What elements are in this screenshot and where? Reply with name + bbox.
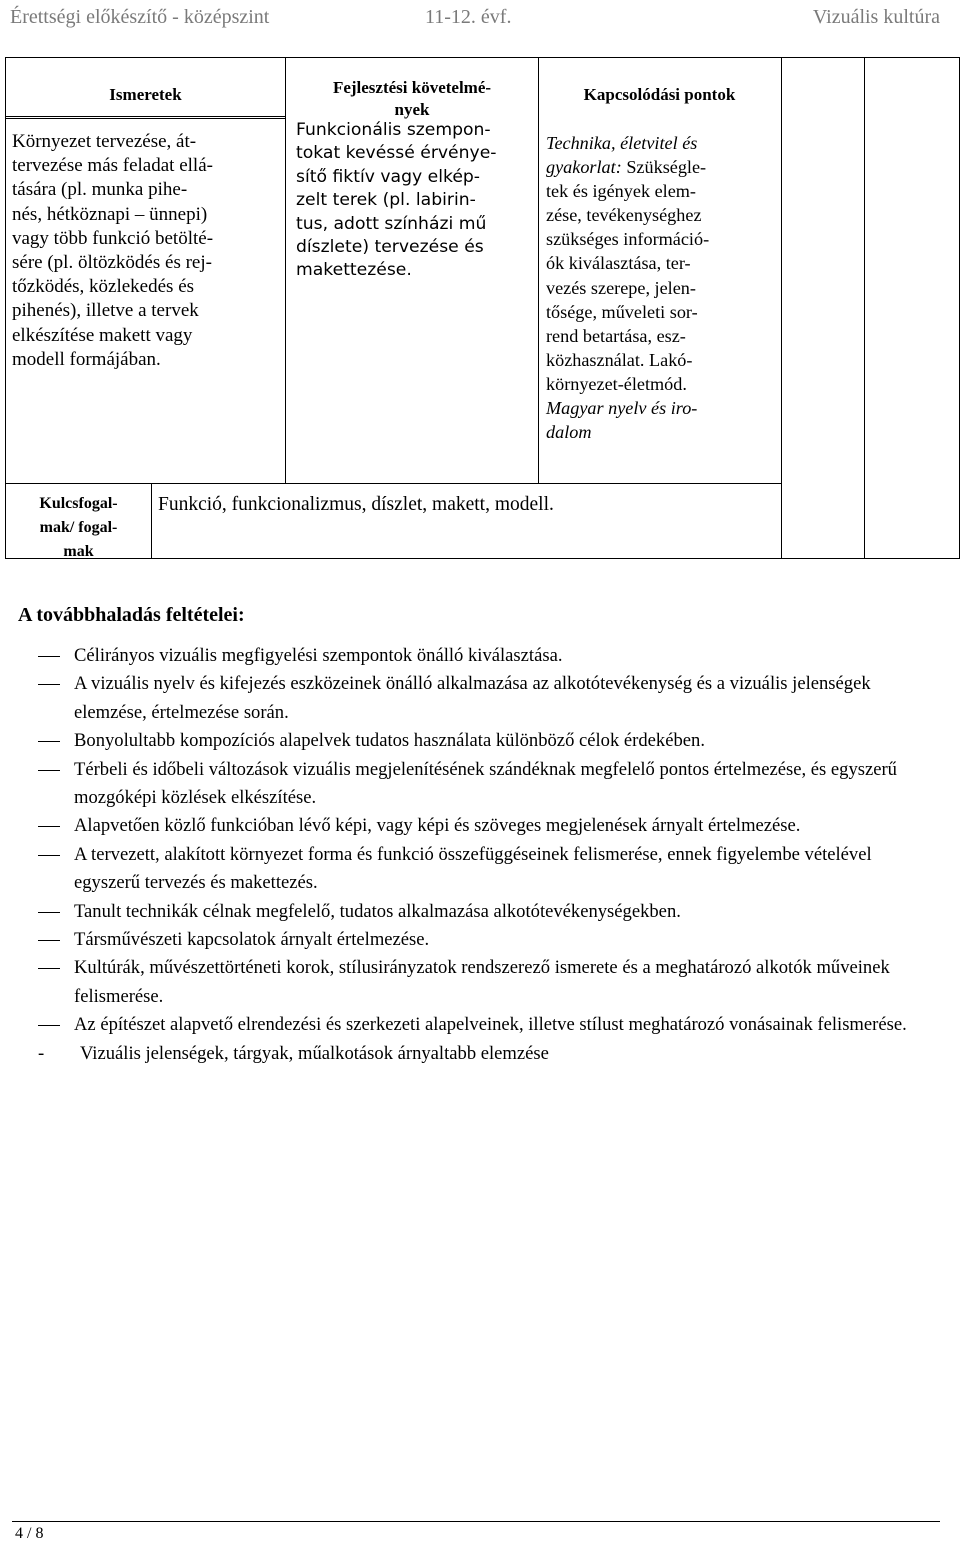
dash-bullet [38,684,60,685]
table-divider [864,58,865,558]
dash-bullet [38,855,60,856]
table-header-rule [6,116,285,119]
list-item [0,841,960,898]
kapcsolodasi-body: Szükségle- tek és igények elem- zése, tevékenységhez szükséges információ- ók kiválasztása, ter- vezés szerepe, jelen- tősége, műveleti sor- rend betartása, esz- közhasználat. Lakó- környezet-életmód. [546,157,710,394]
kapcsolodasi-italic-technika: Technika, életvitel és gyakorlat: [546,133,698,178]
dash-bullet [38,912,60,913]
header-subject: Vizuális kultúra [812,6,940,28]
page-number: 4 / 8 [15,1525,44,1542]
dash-bullet [38,1025,60,1026]
condition-text: A vizuális nyelv és kifejezés eszközeinek önálló alkalmazása az alkotótevékenység és a vizuális jelenségek elemzése, értelmezése során. [74,673,871,723]
condition-text: Térbeli és időbeli változások vizuális megjelenítésének szándéknak megfelelő pontos értelmezése, és egyszerű mozgóképi közlések elkészítése. [74,758,897,809]
dash-bullet [38,741,60,742]
dash-bullet [38,770,60,771]
page-header [10,4,940,32]
header-left-title: Érettségi előkészítő - középszint [10,6,270,28]
header-grade: 11-12. évf. [425,6,512,28]
curriculum-table [5,57,960,559]
table-row-rule [6,483,781,484]
footer-rule [12,1521,940,1522]
list-item [0,642,960,670]
table-divider [538,58,539,483]
dash-bullet [38,656,60,657]
hyphen-bullet: - [38,1042,45,1064]
list-item [0,756,960,813]
list-item [0,670,960,727]
col-header-fejlesztesi: Fejlesztési követelmé- nyek [332,78,492,119]
kulcsfogalmak-label: Kulcsfogal- mak/ fogal- mak [39,495,118,560]
kulcsfogalmak-text: Funkció, funkcionalizmus, díszlet, makett, modell. [158,494,554,515]
list-item [0,727,960,755]
condition-text: A tervezett, alakított környezet forma és funkció összefüggéseinek felismerése, ennek figyelembe vételével egyszerű tervezés és makettezés. [74,843,872,894]
list-item [0,1011,960,1039]
condition-text: Kultúrák, művészettörténeti korok, stílusirányzatok rendszerező ismerete és a meghatározó alkotók műveinek felismerése. [74,957,890,1007]
ismeretek-text: Környezet tervezése, át- tervezése más feladat ellá- tására (pl. munka pihe- nés, hétköznapi – ünnepi) vagy több funkció betölté- sére (pl. öltözködés és rej- tőzködés, közlekedés és pihenés), illetve a tervek elkészítése makett vagy modell formájában. [12,131,214,370]
col-header-kapcsolodasi: Kapcsolódási pontok [583,85,736,104]
kapcsolodasi-italic-magyar: Magyar nyelv és iro- dalom [546,398,698,443]
condition-text: Alapvetően közlő funkcióban lévő képi, vagy képi és szöveges megjelenések árnyalt értelmezése. [74,815,801,837]
condition-text: Tanult technikák célnak megfelelő, tudatos alkalmazása alkotótevékenységekben. [74,900,681,922]
dash-bullet [38,968,60,969]
kapcsolodasi-text [546,131,776,444]
condition-text: Az építészet alapvető elrendezési és szerkezeti alapelveinek, illetve stílust meghatározó vonásainak felismerése. [74,1014,907,1036]
table-divider [151,483,152,558]
table-divider [781,58,782,558]
list-item [0,1040,960,1068]
condition-text: Célirányos vizuális megfigyelési szempontok önálló kiválasztása. [74,645,563,666]
condition-text: Társművészeti kapcsolatok árnyalt értelmezése. [74,929,430,951]
condition-text: Vizuális jelenségek, tárgyak, műalkotások árnyaltabb elemzése [80,1042,549,1064]
list-item [0,898,960,926]
condition-text: Bonyolultabb kompozíciós alapelvek tudatos használata különböző célok érdekében. [74,730,705,752]
dash-bullet [38,826,60,827]
list-item [0,926,960,954]
conditions-list [0,642,960,1068]
conditions-title: A továbbhaladás feltételei: [18,604,245,626]
dash-bullet [38,940,60,941]
col-header-ismeretek: Ismeretek [109,85,182,104]
list-item [0,954,960,1011]
list-item [0,812,960,840]
fejlesztesi-text: Funkcionális szempon- tokat kevéssé érvénye- sítő fiktív vagy elkép- zelt terek (pl. labirin- tus, adott színházi mű díszlete) tervezése és makettezése. [296,120,497,281]
